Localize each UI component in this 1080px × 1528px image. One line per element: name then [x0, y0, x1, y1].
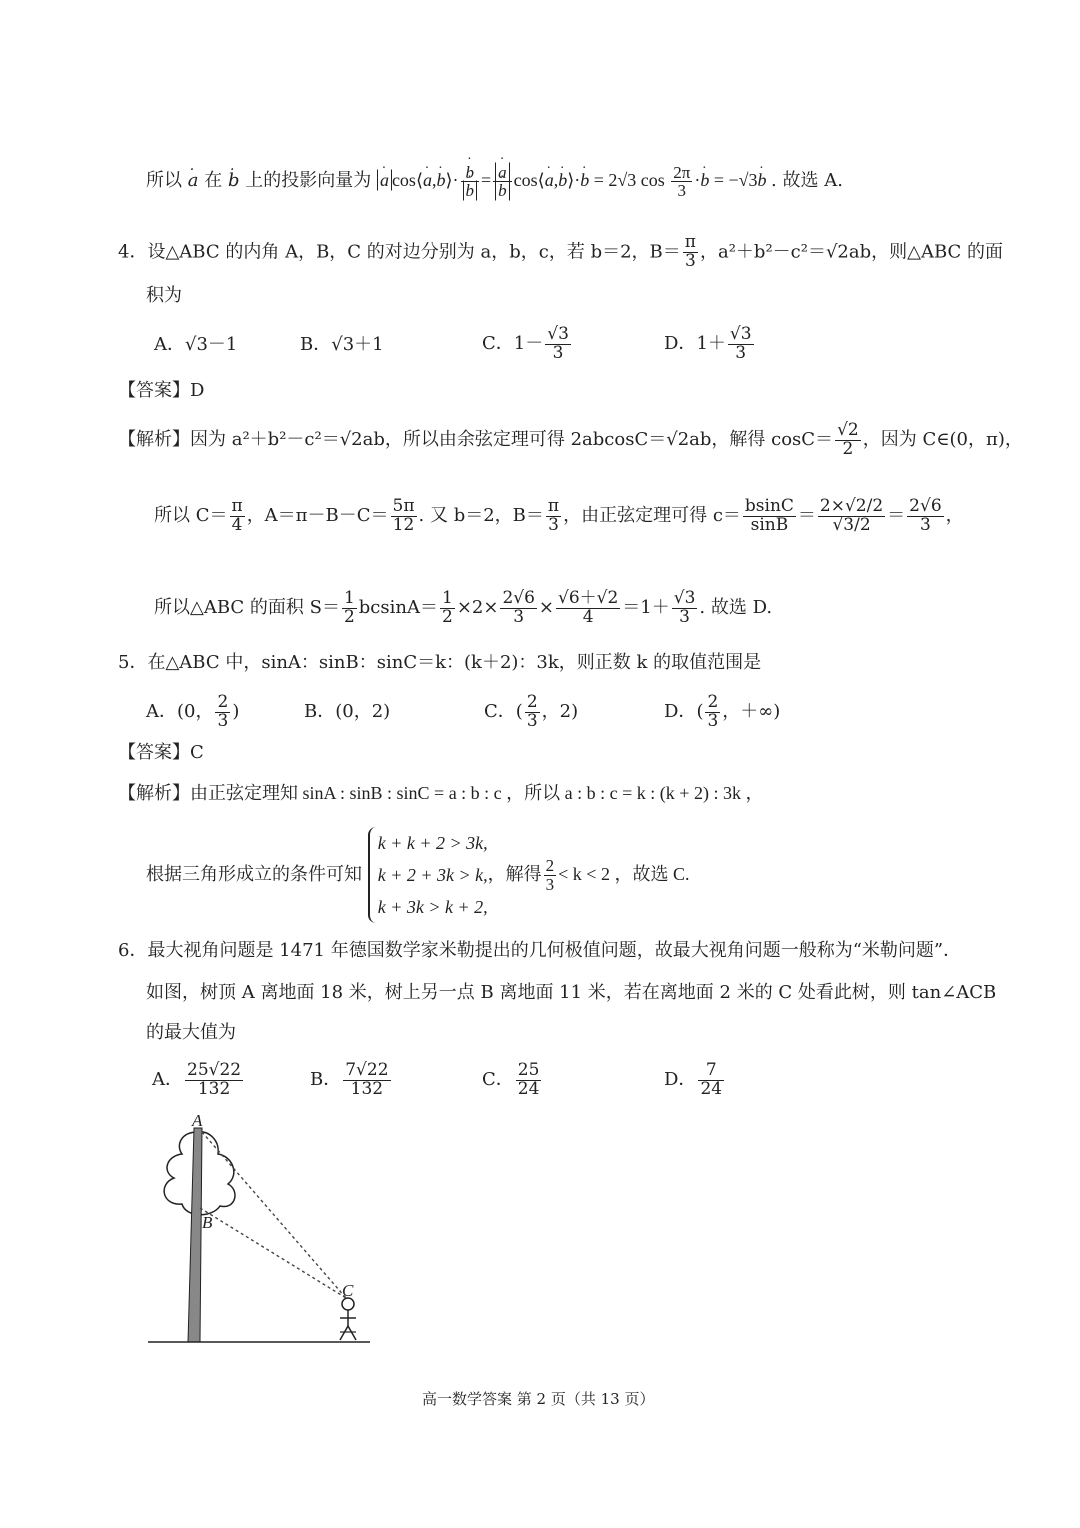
q6-option-c: C． $\frac{25}{24}$: [482, 1059, 540, 1099]
label-a: A: [192, 1111, 203, 1130]
q5-stem: 5．在△ABC 中，sinA：sinB：sinC＝k：(k＋2)：3k，则正数 k 的取值范围是: [118, 652, 762, 673]
q6-option-d: D． $\frac{7}{24}$: [664, 1059, 723, 1099]
q6-option-a: A． $\frac{25√22}{132}$: [152, 1059, 242, 1099]
q5-option-c: C．( $\frac{2}{3}$ ，2): [484, 691, 579, 731]
tree-figure: [140, 1110, 380, 1350]
q4-analysis-3: 所以△ABC 的面积 S＝ $\frac{1}{2}$ bcsinA＝ $\frac{1}{2}$ ×2× $\frac{2√6}{3}$ × $\frac{√6+√2}{4}$ ＝1＋ $\frac{√3}{3}$ . 故选 D.: [154, 587, 773, 627]
q5-answer: 【答案】C: [118, 742, 204, 763]
inequality-system: k + k + 2 > 3k, k + 2 + 3k > k, k + 3k > k + 2,: [368, 827, 488, 923]
sight-line-a: [202, 1132, 346, 1298]
q6-stem-2: 如图，树顶 A 离地面 18 米，树上另一点 B 离地面 11 米，若在离地面 2 米的 C 处看此树，则 tan∠ACB: [146, 982, 997, 1003]
q4-analysis-1: 【解析】因为 a²＋b²－c²＝√2ab，所以由余弦定理可得 2abcosC＝√2ab，解得 cosC＝ $\frac{√2}{2}$ ，因为 C∈(0，π)，: [118, 419, 1023, 459]
text-prefix: 所以: [146, 170, 182, 191]
vector-b: · b: [228, 161, 240, 201]
q5-option-b: B．(0，2): [304, 701, 391, 722]
q5-analysis-2: 根据三角形成立的条件可知 k + k + 2 > 3k, k + 2 + 3k > k, k + 3k > k + 2, ，解得 $\frac{2}{3}$ < k < 2 ，故选 C.: [146, 826, 689, 923]
page-footer: 高一数学答案 第 2 页（共 13 页）: [422, 1390, 655, 1408]
label-c: C: [342, 1281, 354, 1300]
q5-option-a: A．(0， $\frac{2}{3}$ ): [146, 691, 240, 731]
label-b: B: [202, 1213, 213, 1232]
projection-line: [146, 160, 843, 201]
q4-stem: 4．设△ABC 的内角 A，B，C 的对边分别为 a，b，c，若 b＝2，B＝ $\frac{\pi}{3}$ ，a²＋b²－c²＝√2ab，则△ABC 的面: [118, 232, 1004, 271]
sight-line-b: [200, 1208, 346, 1298]
projection-formula: · a cos⟨· a,· b⟩· · b · b = · a · b cos⟨· a,· b⟩·· b = 2√3 cos $\frac{2\pi}{3}$ ·· b = −√3· b: [377, 170, 771, 190]
q4-option-c: C．1－ $\frac{√3}{3}$: [482, 323, 569, 363]
q6-stem-3: 的最大值为: [146, 1022, 236, 1043]
q6-stem-1: 6．最大视角问题是 1471 年德国数学家米勒提出的几何极值问题，故最大视角问题一般称为“米勒问题”．: [118, 940, 962, 961]
q4-answer: 【答案】D: [118, 380, 205, 401]
q4-option-b: B．√3＋1: [300, 334, 384, 355]
q4-option-a: A．√3－1: [154, 334, 238, 355]
q4-analysis-2: 所以 C＝ $\frac{\pi}{4}$ ，A＝π－B－C＝ $\frac{5\pi}{12}$ . 又 b＝2，B＝ $\frac{\pi}{3}$ ，由正弦定理可得 c＝ $\frac{bsinC}{\sin B}$ ＝ $\frac{2\times√2/2}{√3/2}$ ＝ $\frac{2√6}{3}$ ，: [154, 495, 964, 535]
vector-a: · a: [188, 161, 199, 201]
text-mid2: 上的投影向量为: [245, 170, 372, 191]
text-conclusion: . 故选 A.: [771, 170, 843, 191]
text-mid: 在: [204, 170, 223, 191]
q5-analysis-1: 【解析】由正弦定理知 sinA : sinB : sinC = a : b : c ，所以 a : b : c = k : (k + 2) : 3k ，: [118, 783, 764, 804]
q4-stem-cont: 积为: [146, 285, 182, 306]
q4-option-d: D．1＋ $\frac{√3}{3}$: [664, 323, 752, 363]
q5-option-d: D．( $\frac{2}{3}$ ，＋∞): [664, 691, 781, 731]
q6-option-b: B． $\frac{7√22}{132}$: [310, 1059, 389, 1099]
